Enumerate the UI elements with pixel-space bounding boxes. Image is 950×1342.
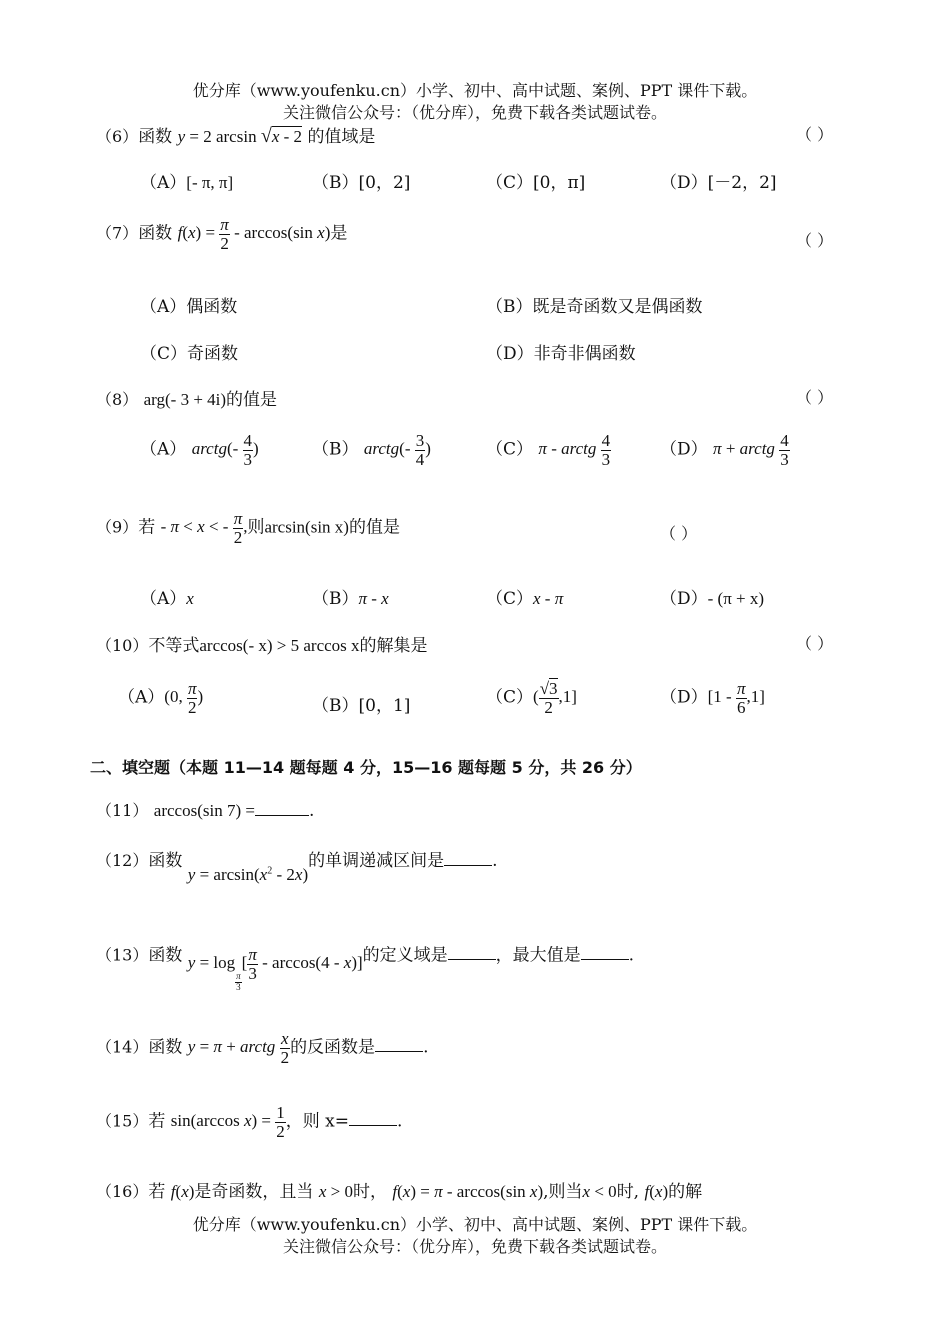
answer-blank-max[interactable] — [581, 945, 629, 960]
answer-paren: （ ） — [796, 231, 834, 250]
option-b: （B） arctg(- $\frac{3}{4}$ ) — [312, 431, 431, 469]
math-expression: - π < x < - $\frac{\pi}{2}$ , — [160, 509, 248, 547]
option-c: （C）[0，π] — [486, 173, 586, 193]
question-number: （14） — [96, 1037, 149, 1057]
question-number: （15） — [96, 1111, 149, 1131]
question-text: 的值域是 — [307, 127, 376, 147]
question-12: （12）函数 $y = \arcsin(x^2 - 2x)$的单调递减区间是 . — [96, 851, 498, 884]
question-text: 的解集是 — [359, 636, 428, 656]
option-d: （D）[1 - $\frac{\pi}{6}$ ,1] — [660, 679, 765, 717]
question-10 — [96, 631, 428, 656]
question-text: 的定义域是 — [362, 945, 448, 966]
math-expression: arccos(- x) > 5 arccos x — [199, 636, 360, 655]
question-text: 函数 — [148, 851, 183, 871]
question-6 — [96, 122, 375, 148]
option-d: （D）- (π + x) — [660, 589, 765, 609]
footer-line-1: 优分库（www.youfenku.cn）小学、初中、高中试题、案例、PPT 课件下载。 — [192, 1215, 758, 1234]
question-number: （7） — [96, 223, 139, 243]
question-number: （11） — [96, 801, 149, 820]
option-c: （C） π - arctg $\frac{4}{3}$ — [486, 431, 611, 469]
option-d: （D）[－2，2] — [660, 173, 777, 193]
answer-paren: （ ） — [796, 634, 834, 653]
option-c: （C）奇函数 — [140, 344, 239, 364]
question-text: 函数 — [148, 945, 183, 966]
option-c: （C）x - π — [486, 589, 564, 609]
question-text: 函数 — [138, 127, 173, 147]
answer-blank[interactable] — [349, 1111, 397, 1126]
option-b: （B）既是奇函数又是偶函数 — [486, 297, 703, 317]
answer-paren: （ ） — [660, 524, 698, 543]
question-13: （13）函数 y = log $_{\frac{\pi}{3}}$ [ $\frac{\pi}{3}$ - arccos(4 - x)]的定义域是 ，最大值是 . — [96, 945, 635, 992]
question-14: （14）函数 y = π + arctg $\frac{x}{2}$ 的反函数是 . — [96, 1029, 429, 1067]
question-number: （16） — [96, 1182, 149, 1201]
answer-blank[interactable] — [444, 851, 492, 866]
option-a: （A）x — [140, 589, 194, 609]
question-text: 不等式 — [148, 636, 200, 656]
question-text: 是 — [330, 223, 348, 244]
option-a: （A）偶函数 — [140, 297, 238, 317]
header-line-2: 关注微信公众号：（优分库），免费下载各类试题试卷。 — [282, 103, 667, 122]
question-8 — [96, 385, 277, 410]
question-16: （16）若 f(x)是奇函数，且当 x > 0时， f(x) = π - arccos(sin x),则当x < 0时, f(x)的解 — [96, 1182, 703, 1202]
question-text: 的值是 — [348, 517, 400, 538]
question-number: （6） — [96, 127, 139, 146]
answer-blank-domain[interactable] — [448, 945, 496, 960]
option-d: （D） π + arctg $\frac{4}{3}$ — [660, 431, 789, 469]
question-text: 的值是 — [226, 390, 278, 410]
question-text: 若 — [148, 1111, 166, 1132]
math-expression: arg(- 3 + 4i) — [143, 390, 227, 409]
option-b: （B）π - x — [312, 589, 389, 609]
math-expression: $y = \arcsin(x^2 - 2x)$ — [187, 865, 309, 884]
question-7 — [96, 216, 347, 253]
header-line-1: 优分库（www.youfenku.cn）小学、初中、高中试题、案例、PPT 课件下载。 — [192, 81, 758, 100]
answer-blank[interactable] — [255, 801, 309, 816]
question-text: 的反函数是 — [290, 1037, 376, 1058]
question-number: （13） — [96, 945, 149, 965]
footer-line-2: 关注微信公众号：（优分库），免费下载各类试题试卷。 — [282, 1237, 667, 1256]
option-a: （A） arctg(- $\frac{4}{3}$ ) — [140, 431, 259, 469]
math-expression: sin(arccos x) = $\frac{1}{2}$ — [170, 1103, 285, 1141]
answer-blank[interactable] — [375, 1037, 423, 1052]
question-9: （9）若 - π < x < - $\frac{\pi}{2}$ ,则arcsin(sin x)的值是 — [96, 509, 400, 547]
option-b: （B）[0，2] — [312, 173, 411, 193]
section-title: 二、填空题（本题 11—14 题每题 4 分，15—16 题每题 5 分，共 26 分） — [90, 758, 642, 777]
math-expression: f(x) = $\frac{\pi}{2}$ - arccos(sin x) — [177, 215, 331, 253]
question-text: 函数 — [148, 1037, 183, 1058]
question-text: 若 — [138, 517, 156, 538]
option-a: （A）(0, $\frac{\pi}{2}$ ) — [118, 679, 204, 717]
math-expression: y = log $_{\frac{\pi}{3}}$ [ $\frac{\pi}{3}$ - arccos(4 - x)] — [187, 945, 363, 992]
option-a: （A）[- π, π] — [140, 173, 234, 193]
question-number: （9） — [96, 517, 139, 537]
math-expression: y = 2 arcsin √x - 2 — [177, 125, 303, 147]
question-15: （15）若 sin(arccos x) = $\frac{1}{2}$ ，则 x= . — [96, 1103, 403, 1141]
option-d: （D）非奇非偶函数 — [486, 344, 636, 364]
question-number: （8） — [96, 390, 139, 409]
answer-paren: （ ） — [796, 388, 834, 407]
question-text: 函数 — [138, 223, 173, 244]
question-number: （12） — [96, 851, 149, 870]
option-b: （B）[0，1] — [312, 696, 411, 716]
math-expression: y = π + arctg $\frac{x}{2}$ — [187, 1029, 290, 1067]
question-11: （11） arccos(sin 7) = . — [96, 801, 315, 821]
math-expression: arccos(sin 7) = — [153, 801, 255, 820]
question-number: （10） — [96, 636, 149, 655]
answer-paren: （ ） — [796, 125, 834, 144]
question-text: 的单调递减区间是 — [308, 851, 445, 871]
option-c: （C）( $\frac{√3}{2}$ ,1] — [486, 679, 577, 717]
